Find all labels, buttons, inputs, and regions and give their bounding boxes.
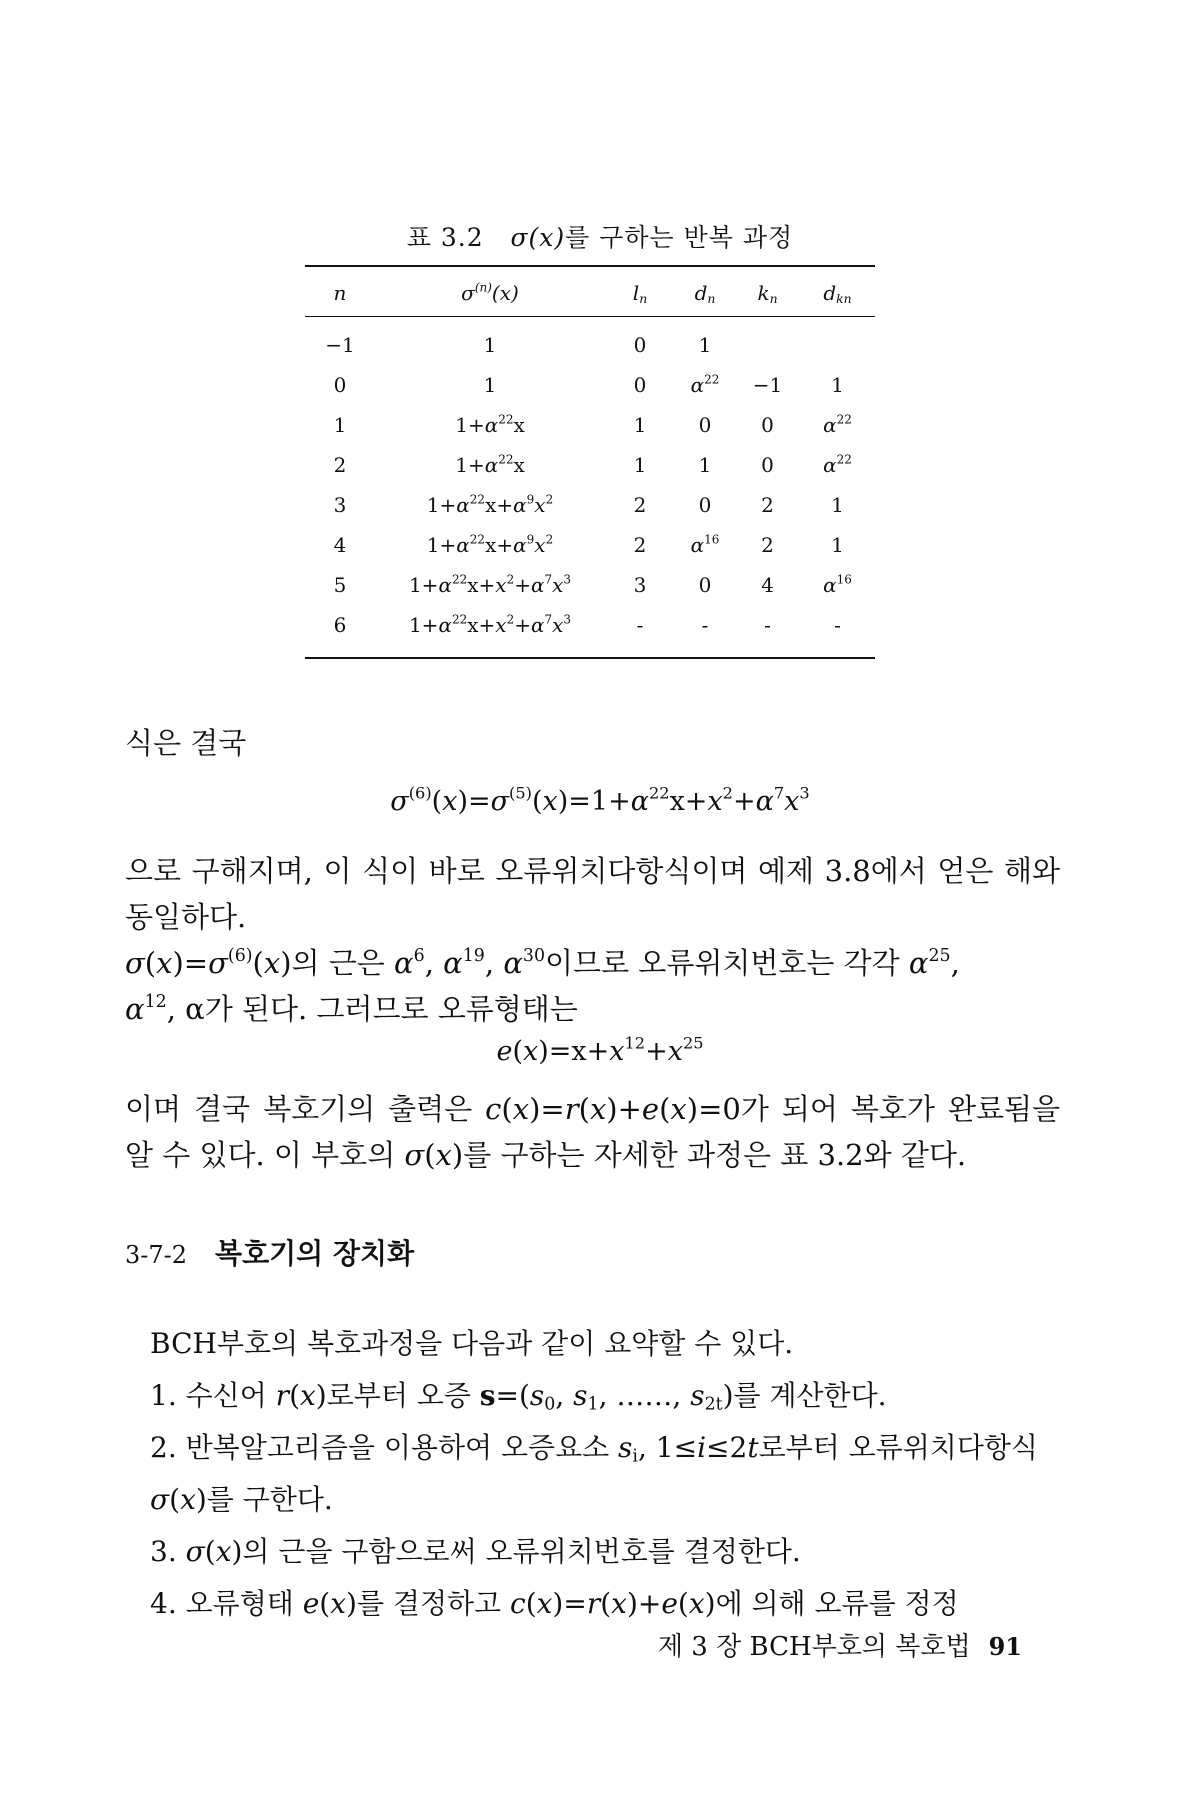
table-cell: - [636,613,644,637]
table-cell: 1 [333,413,347,437]
table-row [305,313,875,365]
paragraph-2a: $\sigma(x)=\sigma^{(6)}(x)$의 근은 $\alpha^6$, $\alpha^{19}$, $\alpha^{30}$이므로 오류위치번호는 각각 $\alpha^{25}$, [125,945,960,980]
table-header-cell: $k_n$ [757,281,778,307]
table-rows [305,313,875,645]
table-cell: $1+\alpha^{22}x+x^2+\alpha^7x^3$ [408,572,572,597]
table-cell: - [701,613,709,637]
caption-function: σ(x) [510,223,566,252]
table-cell: 1 [483,373,497,397]
caption-label: 표 3.2 [406,223,484,252]
table-body [305,273,875,645]
table-cell: 0 [633,373,647,397]
table-row [305,565,875,605]
table-row [305,445,875,485]
paragraph-3: 이며 결국 복호기의 출력은 c(x)=r(x)+e(x)=0가 되어 복호가 완료됨을 알 수 있다. 이 부호의 σ(x)를 구하는 자세한 과정은 표 3.2와 같다. [125,1092,1060,1172]
table-cell: 1 [831,493,844,517]
equation-sigma: $\sigma^{(6)}(x)=\sigma^{(5)}(x)=1+\alpha^{22}x+x^2+\alpha^7x^3$ [390,783,810,817]
table-cell: 6 [333,613,347,637]
table-cell: 3 [333,493,347,517]
table-cell: 3 [633,573,647,597]
table-cell: $1+\alpha^{22}x$ [455,452,525,477]
table-caption [0,218,1200,254]
table-cell: - [764,613,771,637]
table-cell: 0 [698,413,712,437]
table-cell: $1+\alpha^{22}x+\alpha^9x^2$ [426,532,554,557]
table-cell: 1 [633,413,647,437]
table-cell: 0 [633,333,647,357]
table-header-cell: $d_{kn}$ [823,281,852,307]
table-cell: 0 [761,453,774,477]
table-cell: 2 [761,493,774,517]
table-cell: 1 [483,333,497,357]
caption-text: 를 구하는 반복 과정 [565,223,794,252]
table-cell: 4 [761,573,774,597]
list-item-1: 1. 수신어 r(x)로부터 오증 $s=(s_0$, $s_1$, ……, $s_{2t}$)를 계산한다. [150,1379,887,1415]
table-cell: 0 [761,413,774,437]
section-heading [125,1232,414,1272]
table-row [305,525,875,565]
table-cell: $1+\alpha^{22}x+x^2+\alpha^7x^3$ [408,612,572,637]
section-title: 복호기의 장치화 [215,1237,415,1270]
table-cell: 2 [633,533,647,557]
chapter-title: 제 3 장 BCH부호의 복호법 [657,1632,971,1662]
table-header-row [305,273,875,313]
paragraph-1: 으로 구해지며, 이 식이 바로 오류위치다항식이며 예제 3.8에서 얻은 해와 동일하다. [125,854,1060,934]
table-cell: $\alpha^{16}$ [823,572,852,597]
list-item-4: 4. 오류형태 e(x)를 결정하고 c(x)=r(x)+e(x)에 의해 오류를 정정 [150,1587,959,1620]
list-item-3: 3. σ(x)의 근을 구함으로써 오류위치번호를 결정한다. [150,1535,801,1568]
table-bottom-rule [305,657,875,659]
table-cell: 0 [698,573,712,597]
table-cell: 1 [698,453,712,477]
table-cell: 2 [761,533,774,557]
equation-error: $e(x)=x+x^{12}+x^{25}$ [496,1033,704,1067]
intro-text: 식은 결국 [125,726,247,760]
table-cell: 1 [831,533,844,557]
table-cell: $1+\alpha^{22}x+\alpha^9x^2$ [426,492,554,517]
table-header-cell: $d_n$ [694,281,716,307]
table-cell: 0 [698,493,712,517]
paragraph-2b: $\alpha^{12}$, α가 된다. 그러므로 오류형태는 [125,991,578,1026]
table-cell: - [834,613,841,637]
section-number: 3-7-2 [125,1241,188,1269]
table-row [305,485,875,525]
list-item-2: 2. 반복알고리즘을 이용하여 오증요소 $s_i$, 1≤i≤2t로부터 오류위치다항식 σ(x)를 구한다. [150,1431,1038,1516]
table-cell: 1 [633,453,647,477]
decoding-steps [150,1318,1060,1630]
table-cell: $\alpha^{22}$ [690,372,720,397]
table-cell: 4 [333,533,347,557]
table-cell: −1 [752,373,783,397]
list-intro: BCH부호의 복호과정을 다음과 같이 요약할 수 있다. [150,1327,794,1360]
page-footer [658,1626,1022,1663]
table-cell: 1 [698,333,712,357]
table-row [305,605,875,645]
table-cell: −1 [325,333,355,357]
table-header-cell: $l_n$ [632,281,648,307]
table-cell [800,313,875,365]
table-cell: $\alpha^{22}$ [823,412,852,437]
table-cell: 2 [333,453,347,477]
table-cell: 2 [633,493,647,517]
table-cell: 5 [333,573,347,597]
table-cell: $\alpha^{16}$ [690,532,720,557]
table-cell [735,313,800,365]
table-cell: $\alpha^{22}$ [823,452,852,477]
table-header-cell: n [333,281,347,305]
table-row [305,365,875,405]
table-cell: 1 [831,373,844,397]
table-header-cell: $\sigma^{(n)}(x)$ [461,280,519,305]
table-cell: $1+\alpha^{22}x$ [455,412,525,437]
table-top-rule [305,265,875,267]
table-cell: 0 [333,373,347,397]
table-row [305,405,875,445]
page-number: 91 [988,1632,1022,1661]
